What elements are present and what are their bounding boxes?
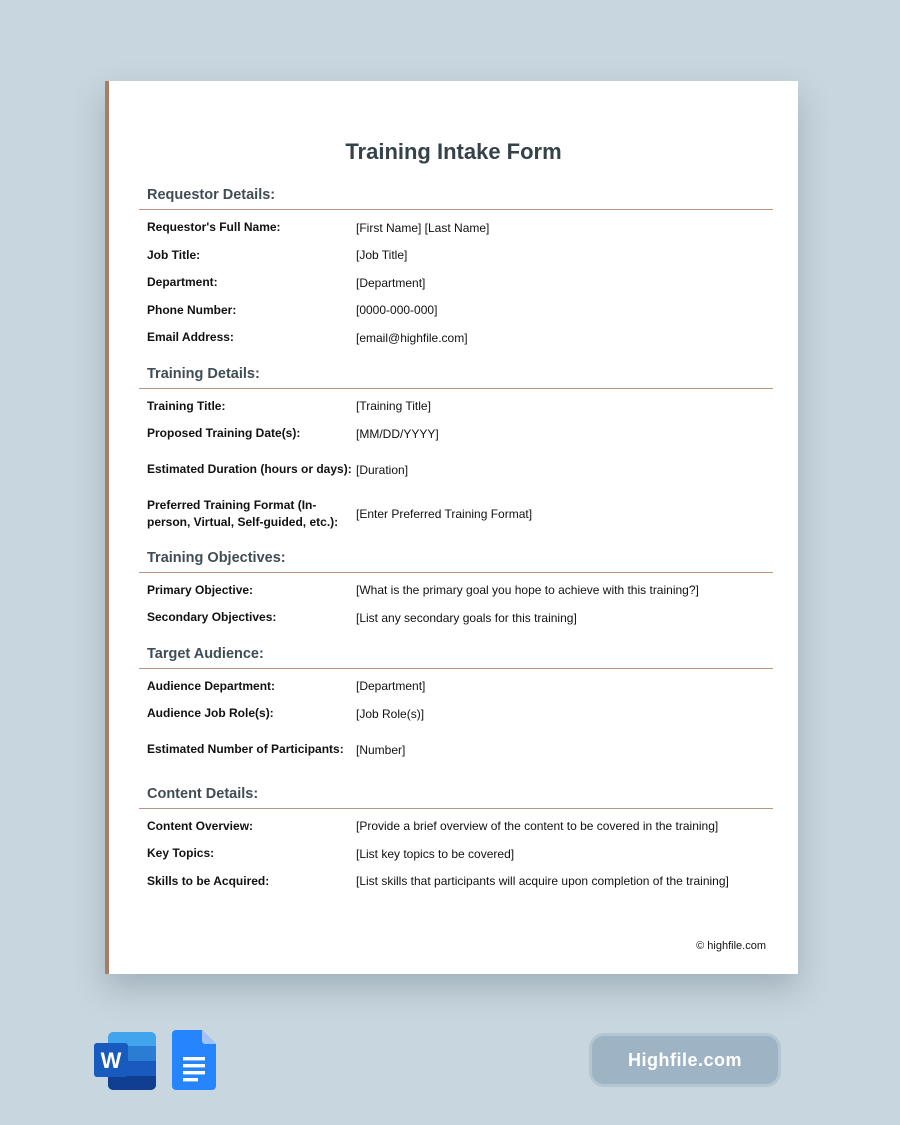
form-row [139, 840, 773, 868]
section-title: Content Details: [139, 786, 773, 809]
field-label: Audience Job Role(s): [147, 706, 274, 721]
field-value[interactable]: [List any secondary goals for this training] [356, 610, 577, 625]
field-label: Estimated Number of Participants: [147, 742, 344, 756]
field-label: Training Title: [147, 398, 226, 413]
microsoft-word-icon[interactable] [94, 1032, 156, 1090]
form-section [139, 187, 773, 354]
form-section [139, 646, 773, 774]
field-label: Preferred Training Format (In-person, Virtual, Self-guided, etc.): [147, 497, 339, 529]
form-row [139, 813, 773, 841]
field-value[interactable]: [Duration] [356, 462, 409, 477]
field-value[interactable]: [email@highfile.com] [356, 330, 468, 345]
field-value[interactable]: [Department] [356, 275, 426, 290]
field-label: Phone Number: [147, 302, 237, 317]
section-title: Target Audience: [139, 646, 773, 669]
form-row [139, 393, 773, 421]
word-icon-letter: W [100, 1048, 122, 1073]
field-label: Primary Objective: [147, 582, 254, 597]
field-label: Email Address: [147, 330, 234, 345]
brand-badge[interactable]: Highfile.com [592, 1036, 778, 1084]
section-title: Requestor Details: [139, 187, 773, 210]
form-row [139, 604, 773, 632]
field-value[interactable]: [Job Role(s)] [356, 706, 425, 721]
google-docs-icon[interactable] [172, 1030, 216, 1090]
field-label: Skills to be Acquired: [147, 873, 270, 888]
form-row [139, 214, 773, 242]
form-title: Training Intake Form [345, 139, 562, 164]
form-row [139, 242, 773, 270]
form-section [139, 786, 773, 898]
form-row [139, 324, 773, 352]
field-label: Key Topics: [147, 846, 215, 861]
field-value[interactable]: [Enter Preferred Training Format] [356, 506, 533, 521]
field-value[interactable]: [List key topics to be covered] [356, 846, 515, 861]
field-label: Audience Department: [147, 678, 276, 693]
form-row [139, 420, 773, 448]
field-label: Requestor's Full Name: [147, 220, 281, 235]
form-row [139, 868, 773, 896]
form-section [139, 550, 773, 634]
form-row [139, 700, 773, 728]
field-value[interactable]: [Provide a brief overview of the content to be covered in the training] [356, 819, 719, 834]
form-row [139, 297, 773, 325]
field-label: Secondary Objectives: [147, 610, 277, 625]
form-row [139, 577, 773, 605]
form-section [139, 366, 773, 538]
form-row [139, 448, 773, 492]
field-value[interactable]: [Job Title] [356, 248, 408, 263]
form-sections [139, 187, 773, 897]
field-value[interactable]: [What is the primary goal you hope to achieve with this training?] [356, 583, 699, 598]
document-page [105, 81, 798, 974]
field-value[interactable]: [Department] [356, 679, 426, 694]
section-title: Training Details: [139, 366, 773, 389]
form-row [139, 728, 773, 772]
form-row [139, 269, 773, 297]
copyright-text: © highfile.com [696, 940, 766, 952]
form-row [139, 492, 773, 536]
field-value[interactable]: [0000-000-000] [356, 303, 438, 318]
field-value[interactable]: [First Name] [Last Name] [356, 220, 490, 235]
field-value[interactable]: [MM/DD/YYYY] [356, 426, 439, 441]
form-row [139, 673, 773, 701]
field-label: Estimated Duration (hours or days): [147, 462, 352, 476]
field-label: Job Title: [147, 247, 201, 262]
field-value[interactable]: [Number] [356, 742, 406, 757]
field-label: Content Overview: [147, 818, 254, 833]
section-title: Training Objectives: [139, 550, 773, 573]
field-label: Department: [147, 275, 218, 290]
field-value[interactable]: [Training Title] [356, 399, 431, 414]
field-label: Proposed Training Date(s): [147, 426, 301, 441]
field-value[interactable]: [List skills that participants will acquire upon completion of the training] [356, 874, 729, 889]
